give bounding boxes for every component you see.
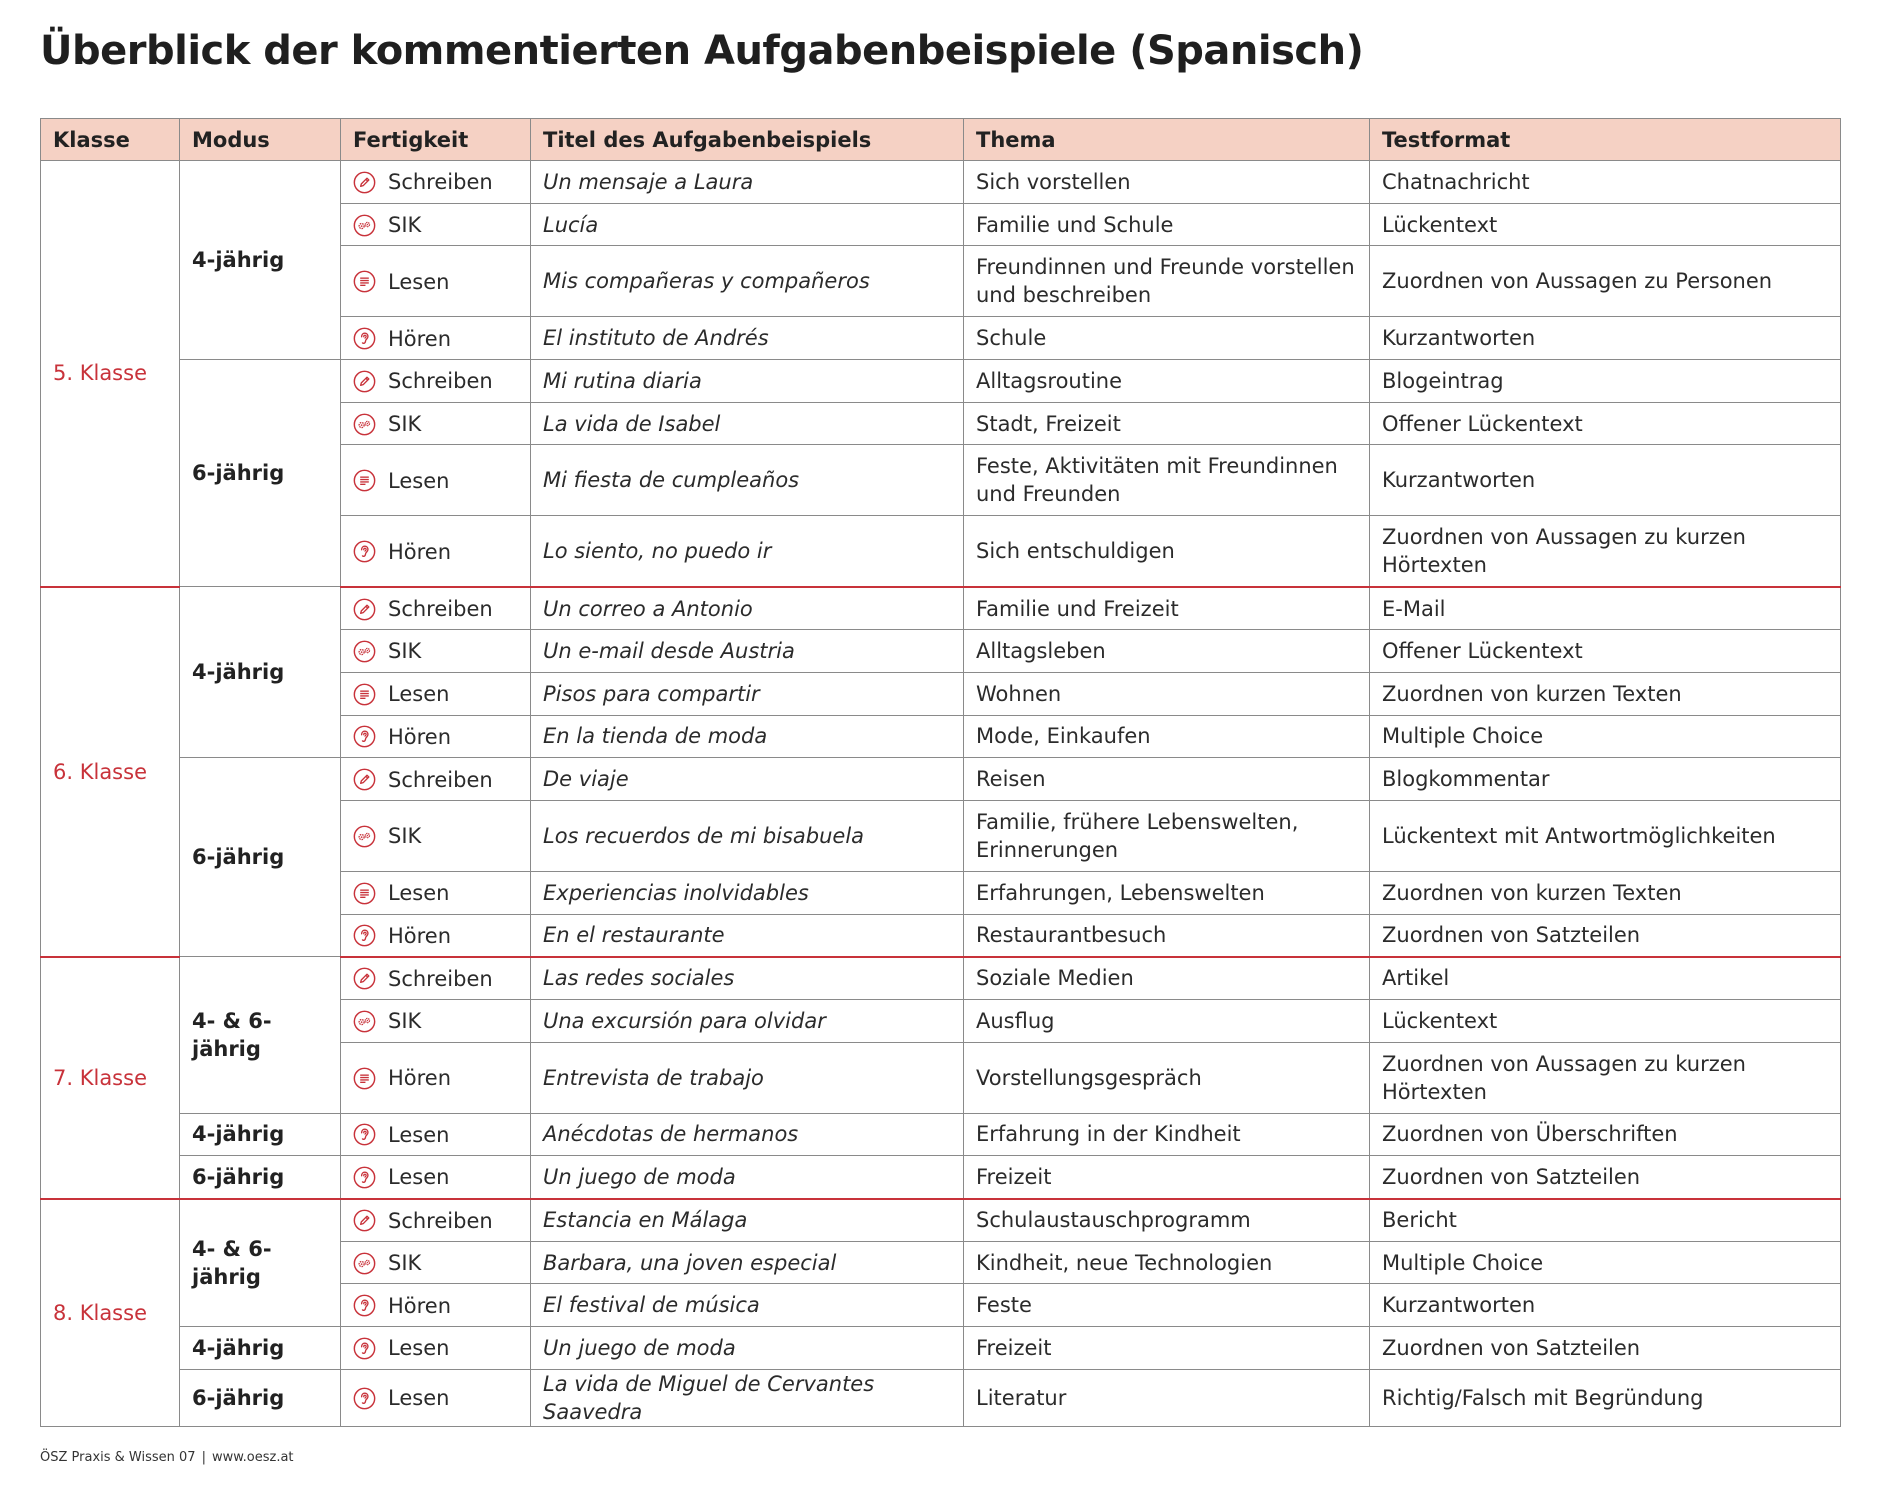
fertigkeit-label: Schreiben bbox=[388, 597, 493, 622]
fertigkeit-cell bbox=[341, 1042, 531, 1113]
column-header-fertigkeit: Fertigkeit bbox=[341, 119, 531, 161]
ear-icon bbox=[353, 1166, 376, 1189]
text-lines-icon bbox=[353, 469, 376, 492]
thema-cell: Freizeit bbox=[964, 1156, 1370, 1199]
titel-cell: La vida de Isabel bbox=[531, 402, 964, 445]
testformat-cell: Artikel bbox=[1370, 957, 1841, 1000]
thema-cell: Familie und Freizeit bbox=[964, 587, 1370, 630]
text-lines-icon bbox=[353, 882, 376, 905]
fertigkeit-label: Hören bbox=[388, 1293, 452, 1318]
titel-cell: Pisos para compartir bbox=[531, 672, 964, 715]
ear-icon bbox=[353, 327, 376, 350]
titel-cell: Un juego de moda bbox=[531, 1327, 964, 1370]
modus-cell: 6-jährig bbox=[180, 360, 341, 587]
titel-cell: En la tienda de moda bbox=[531, 715, 964, 758]
modus-cell: 6-jährig bbox=[180, 1369, 341, 1426]
ear-icon bbox=[353, 725, 376, 748]
titel-cell: Mi fiesta de cumpleaños bbox=[531, 445, 964, 516]
thema-cell: Restaurantbesuch bbox=[964, 914, 1370, 957]
titel-cell: La vida de Miguel de Cervantes Saavedra bbox=[531, 1369, 964, 1426]
thema-cell: Reisen bbox=[964, 758, 1370, 801]
testformat-cell: Multiple Choice bbox=[1370, 715, 1841, 758]
titel-cell: Lo siento, no puedo ir bbox=[531, 516, 964, 587]
fertigkeit-cell bbox=[341, 161, 531, 204]
testformat-cell: Offener Lückentext bbox=[1370, 630, 1841, 673]
testformat-cell: Multiple Choice bbox=[1370, 1241, 1841, 1284]
page-title: Überblick der kommentierten Aufgabenbeispiele (Spanisch) bbox=[40, 28, 1364, 74]
column-header-titel: Titel des Aufgabenbeispiels bbox=[531, 119, 964, 161]
thema-cell: Erfahrung in der Kindheit bbox=[964, 1113, 1370, 1156]
thema-cell: Mode, Einkaufen bbox=[964, 715, 1370, 758]
titel-cell: Entrevista de trabajo bbox=[531, 1042, 964, 1113]
testformat-cell: Kurzantworten bbox=[1370, 1284, 1841, 1327]
thema-cell: Feste bbox=[964, 1284, 1370, 1327]
modus-cell: 4-jährig bbox=[180, 1113, 341, 1156]
column-header-klasse: Klasse bbox=[41, 119, 180, 161]
pencil-icon bbox=[353, 370, 376, 393]
fertigkeit-cell bbox=[341, 630, 531, 673]
gears-icon bbox=[353, 1010, 376, 1033]
ear-icon bbox=[353, 540, 376, 563]
fertigkeit-label: Hören bbox=[388, 326, 452, 351]
fertigkeit-cell bbox=[341, 317, 531, 360]
fertigkeit-cell bbox=[341, 203, 531, 246]
testformat-cell: Kurzantworten bbox=[1370, 317, 1841, 360]
fertigkeit-label: Schreiben bbox=[388, 767, 493, 792]
titel-cell: Anécdotas de hermanos bbox=[531, 1113, 964, 1156]
fertigkeit-label: Hören bbox=[388, 1066, 452, 1091]
overview-table bbox=[40, 118, 1841, 1427]
testformat-cell: Zuordnen von Aussagen zu kurzen Hörtexten bbox=[1370, 1042, 1841, 1113]
fertigkeit-cell bbox=[341, 672, 531, 715]
modus-cell: 6-jährig bbox=[180, 1156, 341, 1199]
modus-cell: 6-jährig bbox=[180, 758, 341, 957]
testformat-cell: Bericht bbox=[1370, 1199, 1841, 1242]
table-row bbox=[41, 758, 1841, 801]
fertigkeit-label: Lesen bbox=[388, 468, 450, 493]
fertigkeit-label: SIK bbox=[388, 1009, 422, 1034]
footer-separator: | bbox=[201, 1450, 206, 1465]
footer-publication: ÖSZ Praxis & Wissen 07 bbox=[40, 1450, 196, 1465]
testformat-cell: Richtig/Falsch mit Begründung bbox=[1370, 1369, 1841, 1426]
fertigkeit-label: SIK bbox=[388, 639, 422, 664]
thema-cell: Literatur bbox=[964, 1369, 1370, 1426]
table-header-row bbox=[41, 119, 1841, 161]
fertigkeit-cell bbox=[341, 402, 531, 445]
text-lines-icon bbox=[353, 683, 376, 706]
fertigkeit-cell bbox=[341, 715, 531, 758]
testformat-cell: Kurzantworten bbox=[1370, 445, 1841, 516]
testformat-cell: Blogeintrag bbox=[1370, 360, 1841, 403]
testformat-cell: Zuordnen von Satzteilen bbox=[1370, 1156, 1841, 1199]
text-lines-icon bbox=[353, 270, 376, 293]
thema-cell: Soziale Medien bbox=[964, 957, 1370, 1000]
testformat-cell: Zuordnen von Aussagen zu kurzen Hörtexten bbox=[1370, 516, 1841, 587]
fertigkeit-label: Schreiben bbox=[388, 170, 493, 195]
thema-cell: Familie und Schule bbox=[964, 203, 1370, 246]
klasse-cell: 7. Klasse bbox=[41, 957, 180, 1199]
fertigkeit-cell bbox=[341, 1369, 531, 1426]
fertigkeit-label: Lesen bbox=[388, 881, 450, 906]
column-header-modus: Modus bbox=[180, 119, 341, 161]
thema-cell: Stadt, Freizeit bbox=[964, 402, 1370, 445]
thema-cell: Sich entschuldigen bbox=[964, 516, 1370, 587]
fertigkeit-label: SIK bbox=[388, 1251, 422, 1276]
table-row bbox=[41, 161, 1841, 204]
fertigkeit-cell bbox=[341, 1199, 531, 1242]
fertigkeit-label: SIK bbox=[388, 213, 422, 238]
ear-icon bbox=[353, 1294, 376, 1317]
klasse-cell: 8. Klasse bbox=[41, 1199, 180, 1427]
table-row bbox=[41, 360, 1841, 403]
titel-cell: Un e-mail desde Austria bbox=[531, 630, 964, 673]
titel-cell: En el restaurante bbox=[531, 914, 964, 957]
klasse-group bbox=[41, 587, 1841, 957]
titel-cell: Experiencias inolvidables bbox=[531, 871, 964, 914]
fertigkeit-cell bbox=[341, 914, 531, 957]
fertigkeit-label: SIK bbox=[388, 412, 422, 437]
fertigkeit-cell bbox=[341, 1241, 531, 1284]
modus-cell: 4-jährig bbox=[180, 1327, 341, 1370]
fertigkeit-label: Lesen bbox=[388, 1165, 450, 1190]
fertigkeit-cell bbox=[341, 871, 531, 914]
fertigkeit-cell bbox=[341, 758, 531, 801]
thema-cell: Familie, frühere Lebenswelten, Erinnerungen bbox=[964, 800, 1370, 871]
thema-cell: Alltagsleben bbox=[964, 630, 1370, 673]
fertigkeit-label: Lesen bbox=[388, 682, 450, 707]
gears-icon bbox=[353, 640, 376, 663]
thema-cell: Kindheit, neue Technologien bbox=[964, 1241, 1370, 1284]
testformat-cell: Zuordnen von Satzteilen bbox=[1370, 1327, 1841, 1370]
pencil-icon bbox=[353, 1209, 376, 1232]
table-row bbox=[41, 1156, 1841, 1199]
thema-cell: Alltagsroutine bbox=[964, 360, 1370, 403]
fertigkeit-cell bbox=[341, 516, 531, 587]
gears-icon bbox=[353, 214, 376, 237]
titel-cell: Lucía bbox=[531, 203, 964, 246]
fertigkeit-cell bbox=[341, 445, 531, 516]
testformat-cell: Zuordnen von kurzen Texten bbox=[1370, 672, 1841, 715]
titel-cell: Los recuerdos de mi bisabuela bbox=[531, 800, 964, 871]
titel-cell: Mi rutina diaria bbox=[531, 360, 964, 403]
titel-cell: Un mensaje a Laura bbox=[531, 161, 964, 204]
table-row bbox=[41, 957, 1841, 1000]
footer bbox=[40, 1450, 294, 1465]
modus-cell: 4-jährig bbox=[180, 587, 341, 758]
text-lines-icon bbox=[353, 1067, 376, 1090]
thema-cell: Erfahrungen, Lebenswelten bbox=[964, 871, 1370, 914]
titel-cell: Mis compañeras y compañeros bbox=[531, 246, 964, 317]
thema-cell: Sich vorstellen bbox=[964, 161, 1370, 204]
klasse-group bbox=[41, 957, 1841, 1199]
pencil-icon bbox=[353, 967, 376, 990]
gears-icon bbox=[353, 413, 376, 436]
pencil-icon bbox=[353, 598, 376, 621]
titel-cell: Un juego de moda bbox=[531, 1156, 964, 1199]
fertigkeit-cell bbox=[341, 360, 531, 403]
ear-icon bbox=[353, 1337, 376, 1360]
table-row bbox=[41, 1369, 1841, 1426]
thema-cell: Freizeit bbox=[964, 1327, 1370, 1370]
fertigkeit-label: Schreiben bbox=[388, 966, 493, 991]
footer-url: www.oesz.at bbox=[211, 1450, 294, 1465]
modus-cell: 4- & 6-jährig bbox=[180, 1199, 341, 1327]
gears-icon bbox=[353, 825, 376, 848]
fertigkeit-label: Lesen bbox=[388, 1386, 450, 1411]
ear-icon bbox=[353, 924, 376, 947]
fertigkeit-cell bbox=[341, 957, 531, 1000]
klasse-cell: 6. Klasse bbox=[41, 587, 180, 957]
testformat-cell: Offener Lückentext bbox=[1370, 402, 1841, 445]
fertigkeit-label: Hören bbox=[388, 923, 452, 948]
fertigkeit-label: Lesen bbox=[388, 269, 450, 294]
fertigkeit-cell bbox=[341, 1156, 531, 1199]
column-header-thema: Thema bbox=[964, 119, 1370, 161]
testformat-cell: Lückentext bbox=[1370, 203, 1841, 246]
testformat-cell: Zuordnen von Aussagen zu Personen bbox=[1370, 246, 1841, 317]
ear-icon bbox=[353, 1387, 376, 1410]
table-row bbox=[41, 587, 1841, 630]
ear-icon bbox=[353, 1123, 376, 1146]
fertigkeit-cell bbox=[341, 1113, 531, 1156]
thema-cell: Vorstellungsgespräch bbox=[964, 1042, 1370, 1113]
fertigkeit-label: Lesen bbox=[388, 1122, 450, 1147]
klasse-cell: 5. Klasse bbox=[41, 161, 180, 587]
titel-cell: Las redes sociales bbox=[531, 957, 964, 1000]
fertigkeit-label: Schreiben bbox=[388, 1208, 493, 1233]
testformat-cell: Zuordnen von Satzteilen bbox=[1370, 914, 1841, 957]
fertigkeit-label: SIK bbox=[388, 824, 422, 849]
fertigkeit-cell bbox=[341, 1284, 531, 1327]
fertigkeit-cell bbox=[341, 999, 531, 1042]
fertigkeit-label: Hören bbox=[388, 539, 452, 564]
thema-cell: Wohnen bbox=[964, 672, 1370, 715]
fertigkeit-cell bbox=[341, 1327, 531, 1370]
fertigkeit-cell bbox=[341, 246, 531, 317]
fertigkeit-cell bbox=[341, 800, 531, 871]
titel-cell: El festival de música bbox=[531, 1284, 964, 1327]
testformat-cell: Chatnachricht bbox=[1370, 161, 1841, 204]
fertigkeit-label: Hören bbox=[388, 724, 452, 749]
klasse-group bbox=[41, 1199, 1841, 1427]
table-row bbox=[41, 1199, 1841, 1242]
testformat-cell: Zuordnen von Überschriften bbox=[1370, 1113, 1841, 1156]
testformat-cell: E-Mail bbox=[1370, 587, 1841, 630]
modus-cell: 4-jährig bbox=[180, 161, 341, 360]
titel-cell: Barbara, una joven especial bbox=[531, 1241, 964, 1284]
titel-cell: El instituto de Andrés bbox=[531, 317, 964, 360]
pencil-icon bbox=[353, 171, 376, 194]
fertigkeit-label: Lesen bbox=[388, 1336, 450, 1361]
pencil-icon bbox=[353, 768, 376, 791]
thema-cell: Ausflug bbox=[964, 999, 1370, 1042]
titel-cell: Estancia en Málaga bbox=[531, 1199, 964, 1242]
thema-cell: Schule bbox=[964, 317, 1370, 360]
fertigkeit-cell bbox=[341, 587, 531, 630]
fertigkeit-label: Schreiben bbox=[388, 369, 493, 394]
thema-cell: Schulaustauschprogramm bbox=[964, 1199, 1370, 1242]
testformat-cell: Lückentext mit Antwortmöglichkeiten bbox=[1370, 800, 1841, 871]
table-row bbox=[41, 1327, 1841, 1370]
testformat-cell: Lückentext bbox=[1370, 999, 1841, 1042]
table-row bbox=[41, 1113, 1841, 1156]
thema-cell: Feste, Aktivitäten mit Freundinnen und Freunden bbox=[964, 445, 1370, 516]
titel-cell: Un correo a Antonio bbox=[531, 587, 964, 630]
titel-cell: Una excursión para olvidar bbox=[531, 999, 964, 1042]
testformat-cell: Zuordnen von kurzen Texten bbox=[1370, 871, 1841, 914]
gears-icon bbox=[353, 1252, 376, 1275]
thema-cell: Freundinnen und Freunde vorstellen und beschreiben bbox=[964, 246, 1370, 317]
testformat-cell: Blogkommentar bbox=[1370, 758, 1841, 801]
column-header-testformat: Testformat bbox=[1370, 119, 1841, 161]
modus-cell: 4- & 6-jährig bbox=[180, 957, 341, 1113]
klasse-group bbox=[41, 161, 1841, 587]
titel-cell: De viaje bbox=[531, 758, 964, 801]
